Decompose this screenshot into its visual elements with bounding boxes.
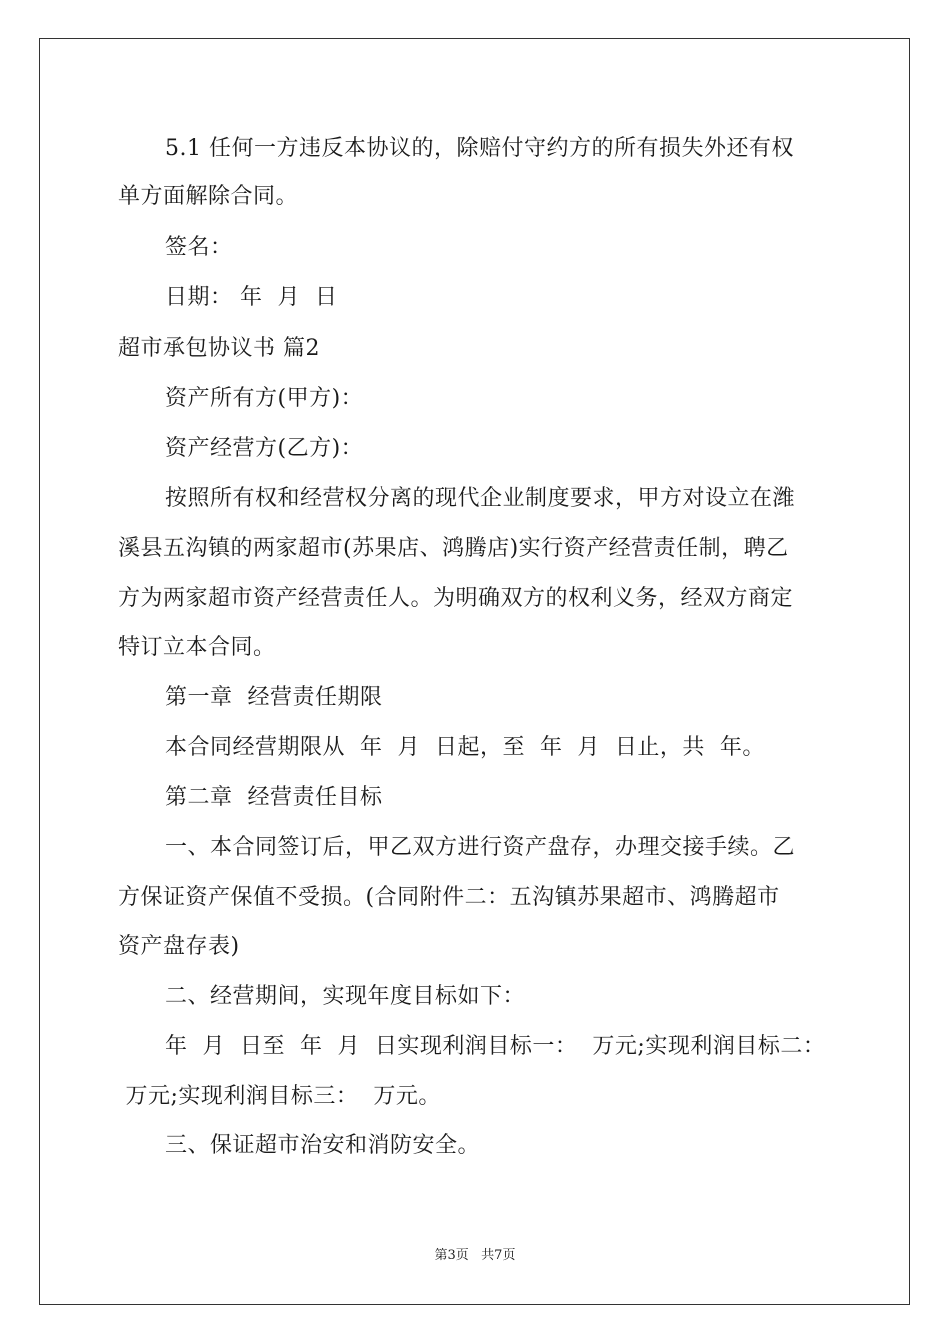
preamble-line-2: 溪县五沟镇的两家超市(苏果店、鸿腾店)实行资产经营责任制，聘乙 <box>118 536 789 561</box>
item-2-line-1: 二、经营期间，实现年度目标如下： <box>165 984 526 1009</box>
item-1-line-2: 方保证资产保值不受损。(合同附件二：五沟镇苏果超市、鸿腾超市 <box>118 885 780 910</box>
party-a-label: 资产所有方(甲方)： <box>165 386 364 411</box>
item-1-line-3: 资产盘存表) <box>118 934 240 959</box>
clause-5-1-line-2: 单方面解除合同。 <box>118 184 299 209</box>
chapter-1-heading: 第一章 经营责任期限 <box>165 685 383 710</box>
item-2-line-3: 万元;实现利润目标三： 万元。 <box>118 1084 441 1109</box>
page-number-footer: 第3页 共7页 <box>434 1248 516 1263</box>
party-b-label: 资产经营方(乙方)： <box>165 436 364 461</box>
item-3-line-1: 三、保证超市治安和消防安全。 <box>165 1133 481 1158</box>
preamble-line-3: 方为两家超市资产经营责任人。为明确双方的权利义务，经双方商定 <box>118 586 794 611</box>
term-clause: 本合同经营期限从 年 月 日起，至 年 月 日止，共 年。 <box>165 735 765 760</box>
item-2-line-2: 年 月 日至 年 月 日实现利润目标一： 万元;实现利润目标二： <box>165 1034 826 1059</box>
preamble-line-1: 按照所有权和经营权分离的现代企业制度要求，甲方对设立在潍 <box>165 486 796 511</box>
date-label: 日期： 年 月 日 <box>165 285 338 310</box>
chapter-2-heading: 第二章 经营责任目标 <box>165 785 383 810</box>
clause-5-1-line-1: 5.1 任何一方违反本协议的，除赔付守约方的所有损失外还有权 <box>165 136 794 161</box>
page-border <box>39 38 910 1305</box>
preamble-line-4: 特订立本合同。 <box>118 635 276 660</box>
item-1-line-1: 一、本合同签订后，甲乙双方进行资产盘存，办理交接手续。乙 <box>165 835 796 860</box>
signature-label: 签名： <box>165 235 233 260</box>
section-title: 超市承包协议书 篇2 <box>118 336 320 361</box>
